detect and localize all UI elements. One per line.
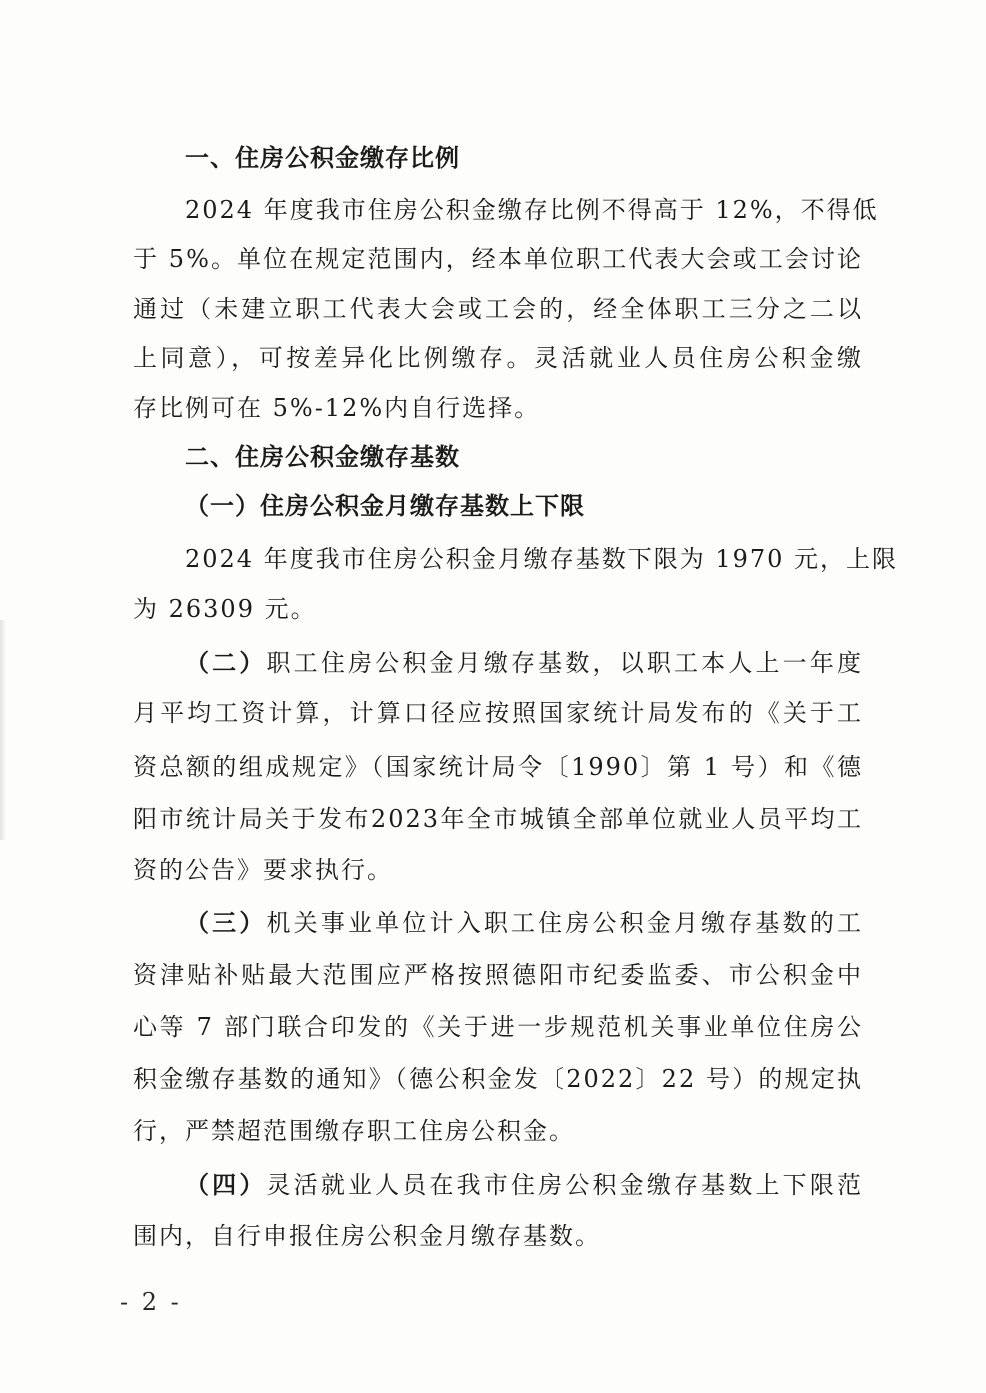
section-2-heading: 二、住房公积金缴存基数 bbox=[185, 443, 460, 471]
scan-edge-shadow bbox=[0, 620, 6, 840]
subsection-2-line-4: 阳市统计局关于发布2023年全市城镇全部单位就业人员平均工 bbox=[133, 805, 863, 833]
subsection-2-line-2: 月平均工资计算，计算口径应按照国家统计局发布的《关于工 bbox=[133, 699, 863, 727]
subsection-4-line-1 bbox=[185, 1160, 863, 1210]
section-1-line-5: 存比例可在 5%-12%内自行选择。 bbox=[133, 394, 541, 422]
subsection-3-lead: （三） bbox=[185, 908, 267, 937]
section-1-line-3: 通过（未建立职工代表大会或工会的，经全体职工三分之二以 bbox=[133, 295, 863, 323]
subsection-3-line-1 bbox=[185, 898, 863, 948]
subsection-4-lead: （四） bbox=[185, 1170, 267, 1199]
subsection-3-line-2: 资津贴补贴最大范围应严格按照德阳市纪委监委、市公积金中 bbox=[133, 961, 863, 989]
subsection-3-line-4: 积金缴存基数的通知》（德公积金发〔2022〕22 号）的规定执 bbox=[133, 1065, 863, 1093]
page-number: - 2 - bbox=[120, 1288, 182, 1316]
subsection-4-line-2: 围内，自行申报住房公积金月缴存基数。 bbox=[133, 1222, 601, 1250]
subsection-2-line-5: 资的公告》要求执行。 bbox=[133, 856, 393, 884]
subsection-1-line-2: 为 26309 元。 bbox=[133, 595, 317, 623]
subsection-1-heading: （一）住房公积金月缴存基数上下限 bbox=[185, 491, 585, 520]
subsection-2-first-line-text: 职工住房公积金月缴存基数，以职工本人上一年度 bbox=[266, 649, 863, 677]
subsection-2-line-1 bbox=[185, 638, 863, 688]
subsection-2-line-3: 资总额的组成规定》（国家统计局令〔1990〕第 1 号）和《德 bbox=[133, 753, 863, 781]
section-1-line-4: 上同意），可按差异化比例缴存。灵活就业人员住房公积金缴 bbox=[133, 344, 863, 372]
subsection-4-first-line-text: 灵活就业人员在我市住房公积金缴存基数上下限范 bbox=[266, 1171, 863, 1199]
subsection-3-line-5: 行，严禁超范围缴存职工住房公积金。 bbox=[133, 1117, 575, 1145]
subsection-2-lead: （二） bbox=[185, 648, 267, 677]
subsection-1-line-1: 2024 年度我市住房公积金月缴存基数下限为 1970 元，上限 bbox=[185, 545, 899, 573]
section-1-heading: 一、住房公积金缴存比例 bbox=[185, 144, 460, 172]
section-1-line-2: 于 5%。单位在规定范围内，经本单位职工代表大会或工会讨论 bbox=[133, 245, 863, 273]
subsection-3-first-line-text: 机关事业单位计入职工住房公积金月缴存基数的工 bbox=[266, 909, 863, 937]
subsection-3-line-3: 心等 7 部门联合印发的《关于进一步规范机关事业单位住房公 bbox=[133, 1013, 863, 1041]
section-1-line-1: 2024 年度我市住房公积金缴存比例不得高于 12%，不得低 bbox=[185, 196, 879, 224]
